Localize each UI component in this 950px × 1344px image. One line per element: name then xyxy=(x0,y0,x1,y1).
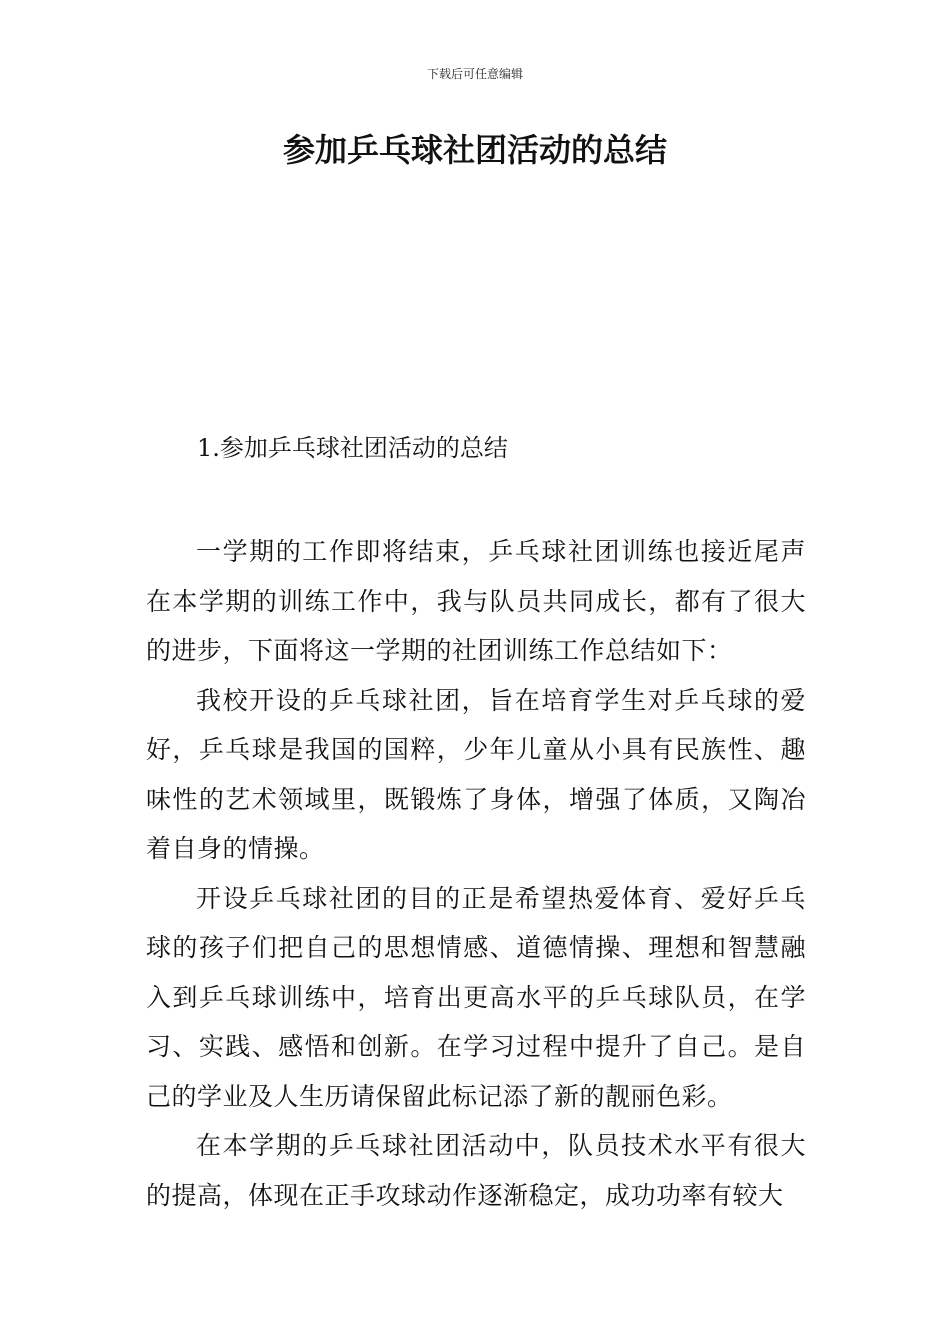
paragraph: 在本学期的乒乓球社团活动中，队员技术水平有很大的提高，体现在正手攻球动作逐渐稳定，成功功率有较大 xyxy=(146,1131,806,1210)
paragraph: 我校开设的乒乓球社团，旨在培育学生对乒乓球的爱好，乒乓球是我国的国粹，少年儿童从小具有民族性、趣味性的艺术领域里，既锻炼了身体，增强了体质，又陶冶着自身的情操。 xyxy=(146,685,806,863)
section-heading: 1.参加乒乓球社团活动的总结 xyxy=(197,434,508,462)
paragraph: 开设乒乓球社团的目的正是希望热爱体育、爱好乒乓球的孩子们把自己的思想情感、道德情操、理想和智慧融入到乒乓球训练中，培育出更高水平的乒乓球队员，在学习、实践、感悟和创新。在学习过程中提升了自己。是自己的学业及人生历请保留此标记添了新的靓丽色彩。 xyxy=(146,883,806,1111)
header-note: 下载后可任意编辑 xyxy=(426,67,523,81)
paragraph: 一学期的工作即将结束，乒乓球社团训练也接近尾声在本学期的训练工作中，我与队员共同成长，都有了很大的进步，下面将这一学期的社团训练工作总结如下： xyxy=(146,537,806,665)
body-text xyxy=(146,527,806,1220)
document-title: 参加乒乓球社团活动的总结 xyxy=(282,131,667,169)
